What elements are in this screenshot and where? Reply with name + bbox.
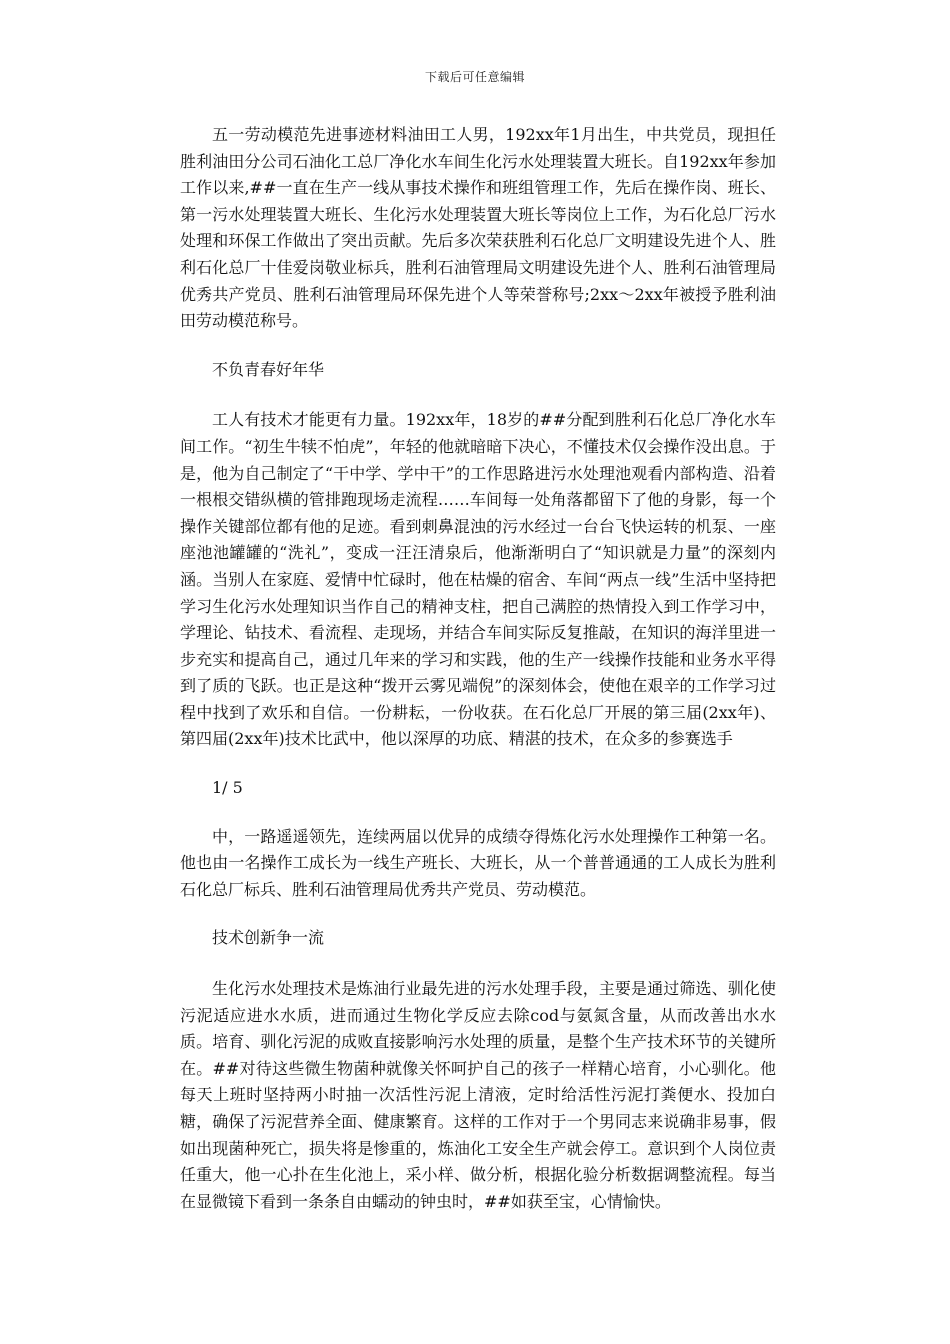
section-heading-youth: 不负青春好年华: [212, 359, 325, 379]
paragraph-innovation: 生化污水处理技术是炼油行业最先进的污水处理手段，主要是通过筛选、驯化使污泥适应进水水质，进而通过生物化学反应去除cod与氨氮含量，从而改善出水水质。培育、驯化污泥的成败直接影响污水处理的质量，是整个生产技术环节的关键所在。##对待这些微生物菌种就像关怀呵护自己的孩子一样精心培育，小心驯化。他每天上班时坚持两小时抽一次活性污泥上清液，定时给活性污泥打粪便水、投加白糖，确保了污泥营养全面、健康繁育。这样的工作对于一个男同志来说确非易事，假如出现菌种死亡，损失将是惨重的，炼油化工安全生产就会停工。意识到个人岗位责任重大，他一心扑在生化池上，采小样、做分析，根据化验分析数据调整流程。每当在显微镜下看到一条条自由蠕动的钟虫时，##如获至宝，心情愉快。: [180, 979, 776, 1211]
paragraph-youth: 工人有技术才能更有力量。192xx年，18岁的##分配到胜利石化总厂净化水车间工作。“初生牛犊不怕虎”，年轻的他就暗暗下决心，不懂技术仅会操作没出息。于是，他为自己制定了“干中学、学中干”的工作思路进污水处理池观看内部构造、沿着一根根交错纵横的管排跑现场走流程……车间每一处角落都留下了他的身影，每一个操作关键部位都有他的足迹。看到刺鼻混浊的污水经过一台台飞快运转的机泵、一座座池池罐罐的“洗礼”，变成一汪汪清泉后，他渐渐明白了“知识就是力量”的深刻内涵。当别人在家庭、爱情中忙碌时，他在枯燥的宿舍、车间“两点一线”生活中坚持把学习生化污水处理知识当作自己的精神支柱，把自己满腔的热情投入到工作学习中，学理论、钻技术、看流程、走现场，并结合车间实际反复推敲，在知识的海洋里进一步充实和提高自己，通过几年来的学习和实践，他的生产一线操作技能和业务水平得到了质的飞跃。也正是这种“拨开云雾见端倪”的深刻体会，使他在艰辛的工作学习过程中找到了欢乐和自信。一份耕耘，一份收获。在石化总厂开展的第三届(2xx年)、第四届(2xx年)技术比武中，他以深厚的功底、精湛的技术，在众多的参赛选手: [180, 410, 776, 749]
header-note: 下载后可任意编辑: [424, 70, 525, 84]
paragraph-intro: 五一劳动模范先进事迹材料油田工人男，192xx年1月出生，中共党员，现担任胜利油田分公司石油化工总厂净化水车间生化污水处理装置大班长。自192xx年参加工作以来,##一直在生产一线从事技术操作和班组管理工作，先后在操作岗、班长、第一污水处理装置大班长、生化污水处理装置大班长等岗位上工作，为石化总厂污水处理和环保工作做出了突出贡献。先后多次荣获胜利石化总厂文明建设先进个人、胜利石化总厂十佳爱岗敬业标兵，胜利石油管理局文明建设先进个人、胜利石油管理局优秀共产党员、胜利石油管理局环保先进个人等荣誉称号;2xx～2xx年被授予胜利油田劳动模范称号。: [180, 125, 776, 331]
document-body: [180, 122, 776, 1237]
paragraph-continuation: 中，一路遥遥领先，连续两届以优异的成绩夺得炼化污水处理操作工种第一名。他也由一名操作工成长为一线生产班长、大班长，从一个普普通通的工人成长为胜利石化总厂标兵、胜利石油管理局优秀共产党员、劳动模范。: [180, 826, 776, 899]
page-number: 1/ 5: [212, 778, 243, 798]
section-heading-innovation: 技术创新争一流: [212, 928, 325, 948]
